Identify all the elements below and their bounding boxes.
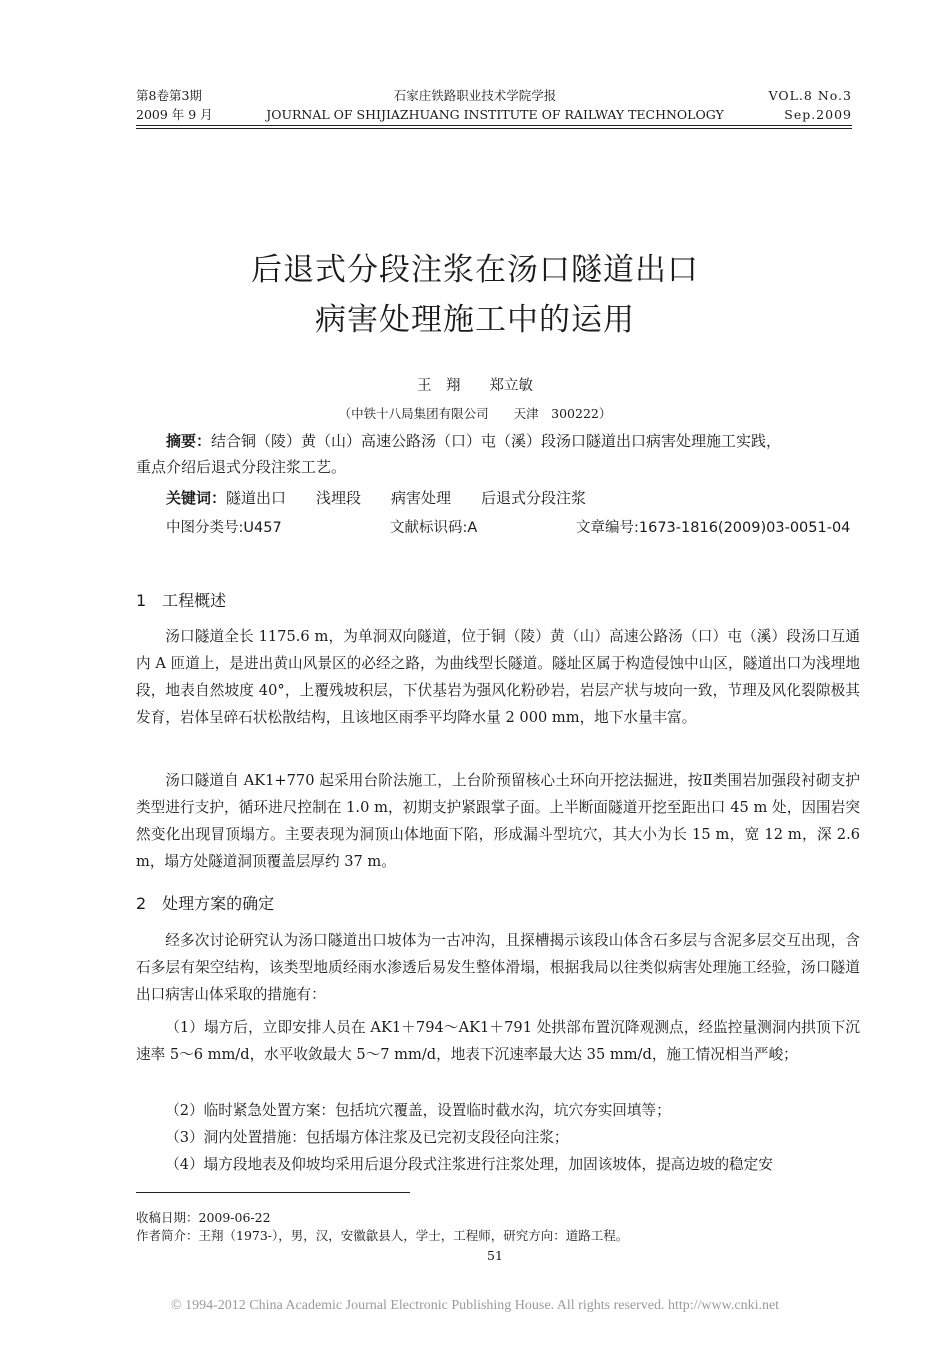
journal-title-en: JOURNAL OF SHIJIAZHUANG INSTITUTE OF RAILWAY TECHNOLOGY bbox=[266, 107, 724, 122]
issue-date: 2009 年 9 月 bbox=[136, 107, 213, 122]
abstract-text-1: 结合铜（陵）黄（山）高速公路汤（口）屯（溪）段汤口隧道出口病害处理施工实践， bbox=[211, 432, 782, 450]
footnote-rule bbox=[136, 1192, 410, 1193]
date-label-en: Sep.2009 bbox=[784, 107, 852, 122]
abstract-line2: 重点介绍后退式分段注浆工艺。 bbox=[136, 458, 347, 476]
section-2-item-4: （4）塌方段地表及仰坡均采用后退分段式注浆进行注浆处理，加固该坡体，提高边坡的稳定安 bbox=[165, 1156, 773, 1173]
section-1-heading: 1 工程概述 bbox=[136, 591, 227, 610]
section-1-paragraph-2: 汤口隧道自 AK1+770 起采用台阶法施工，上台阶预留核心土环向开挖法掘进，按Ⅱ类围岩加强段衬砌支护类型进行支护，循环进尺控制在 1.0 m，初期支护紧跟掌子面。上半断面隧道开挖至距出口 45 m 处，因围岩突然变化出现冒顶塌方。主要表现为洞顶山体地面下陷，形成漏斗型坑穴，其大小为长 15 m，宽 12 m，深 2.6 m，塌方处隧道洞顶覆盖层厚约 37 m。 bbox=[136, 772, 860, 870]
article-number: 文章编号:1673-1816(2009)03-0051-04 bbox=[576, 520, 851, 536]
section-1-paragraph-1: 汤口隧道全长 1175.6 m，为单洞双向隧道，位于铜（陵）黄（山）高速公路汤（口）屯（溪）段汤口互通内 A 匝道上，是进出黄山风景区的必经之路，为曲线型长隧道。隧址区属于构造侵蚀中山区，隧道出口为浅埋地段，地表自然坡度 40°，上覆残坡积层，下伏基岩为强风化粉砂岩，岩层产状与坡向一致，节理及风化裂隙极其发育，岩体呈碎石状松散结构，且该地区雨季平均降水量 2 000 mm，地下水量丰富。 bbox=[136, 628, 860, 726]
copyright-notice: © 1994-2012 China Academic Journal Electronic Publishing House. All rights reserved. http://www.cnki.net bbox=[170, 1298, 780, 1313]
document-code: 文献标识码:A bbox=[390, 520, 478, 536]
section-2-heading: 2 处理方案的确定 bbox=[136, 894, 275, 913]
abstract-line1 bbox=[166, 428, 781, 454]
authors: 王 翔 郑立敏 bbox=[417, 378, 533, 394]
article-title-line1: 后退式分段注浆在汤口隧道出口 bbox=[251, 252, 699, 288]
header-rule bbox=[136, 125, 852, 126]
section-2-item-1: （1）塌方后，立即安排人员在 AK1＋794～AK1＋791 处拱部布置沉降观测点，经监控量测洞内拱顶下沉速率 5～6 mm/d，水平收敛最大 5～7 mm/d，地表下沉速率最大达 35 mm/d，施工情况相当严峻； bbox=[136, 1019, 860, 1063]
section-2-item-3: （3）洞内处置措施：包括塌方体注浆及已完初支段径向注浆； bbox=[165, 1129, 569, 1146]
author-bio: 作者简介：王翔（1973-），男，汉，安徽歙县人，学士，工程师，研究方向：道路工程。 bbox=[136, 1228, 629, 1243]
article-title-line2: 病害处理施工中的运用 bbox=[315, 302, 635, 338]
affiliation: （中铁十八局集团有限公司 天津 300222） bbox=[338, 406, 612, 421]
section-2-paragraph-1: 经多次讨论研究认为汤口隧道出口坡体为一古冲沟，且探槽揭示该段山体含石多层与含泥多层交互出现，含石多层有架空结构，该类型地质经雨水渗透后易发生整体滑塌，根据我局以往类似病害处理施工经验，汤口隧道出口病害山体采取的措施有： bbox=[136, 932, 860, 1003]
keywords-text: 隧道出口 浅埋段 病害处理 后退式分段注浆 bbox=[226, 489, 587, 507]
keywords-label: 关键词： bbox=[166, 489, 227, 507]
page-number: 51 bbox=[487, 1248, 503, 1263]
issue-label: 第8卷第3期 bbox=[136, 88, 202, 103]
header-rule-2 bbox=[136, 128, 852, 129]
clc-number: 中图分类号:U457 bbox=[166, 520, 282, 536]
received-date: 收稿日期：2009-06-22 bbox=[136, 1210, 271, 1225]
journal-title-cn: 石家庄铁路职业技术学院学报 bbox=[393, 88, 557, 103]
keywords-line bbox=[166, 485, 586, 511]
volume-label: VOL.8 No.3 bbox=[768, 88, 852, 103]
abstract-label: 摘要： bbox=[166, 432, 212, 450]
section-2-item-2: （2）临时紧急处置方案：包括坑穴覆盖，设置临时截水沟，坑穴夯实回填等； bbox=[165, 1102, 671, 1119]
